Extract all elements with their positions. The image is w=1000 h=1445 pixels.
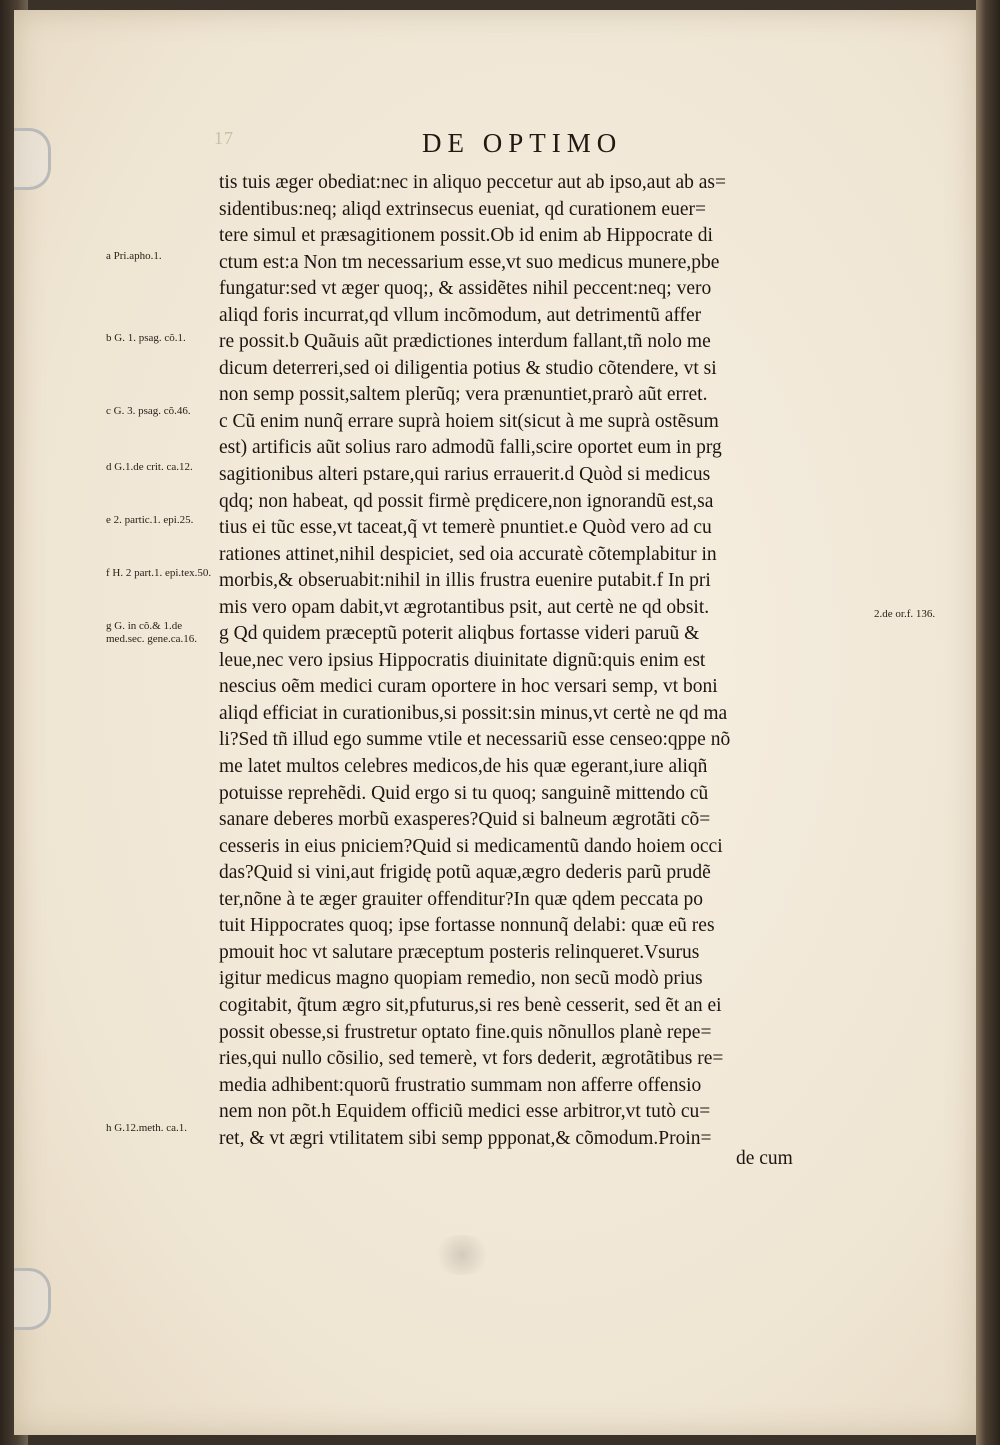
text-line: li?Sed tñ illud ego summe vtile et necessariũ esse censeo:qppe nõ bbox=[219, 729, 731, 751]
text-line: potuisse reprehẽdi. Quid ergo si tu quoq; sanguinẽ mittendo cũ bbox=[219, 782, 709, 804]
paper-stain bbox=[432, 1235, 492, 1275]
text-line: leue,nec vero ipsius Hippocratis diuinitate dignũ:quis enim est bbox=[219, 649, 706, 671]
folio-number: 17 bbox=[214, 128, 234, 148]
text-line: cogitabit, q̃tum ægro sit,pfuturus,si res benè cesserit, sed ẽt an ei bbox=[219, 994, 722, 1016]
text-line: rationes attinet,nihil despiciet, sed oia accuratè cõtemplabitur in bbox=[219, 543, 717, 565]
text-line: igitur medicus magno quopiam remedio, non secũ modò prius bbox=[219, 968, 703, 990]
marginal-note-g: g G. in cõ.& 1.de med.sec. gene.ca.16. bbox=[106, 620, 198, 645]
text-line: g Qd quidem præceptũ poterit aliqbus fortasse videri paruũ & bbox=[219, 623, 700, 645]
marginal-note-f: f H. 2 part.1. epi.tex.50. bbox=[106, 567, 212, 579]
text-line: ter,nõne à te æger grauiter offenditur?In quæ qdem peccata po bbox=[219, 888, 703, 910]
marginal-note-b: b G. 1. psag. cõ.1. bbox=[106, 332, 186, 344]
text-line: re possit.b Quãuis aũt prædictiones interdum fallant,tñ nolo me bbox=[219, 331, 711, 353]
text-line: possit obesse,si frustretur optato fine.quis nõnullos planè repe= bbox=[219, 1021, 712, 1043]
marginal-note-c: c G. 3. psag. cõ.46. bbox=[106, 405, 191, 417]
text-line: aliqd efficiat in curationibus,si possit:sin minus,vt certè ne qd ma bbox=[219, 702, 728, 724]
text-line: ret, & vt ægri vtilitatem sibi semp ppponat,& cõmodum.Proin= bbox=[219, 1127, 712, 1149]
text-line: ries,qui nullo cõsilio, sed temerè, vt fors dederit, ægrotãtibus re= bbox=[219, 1048, 724, 1070]
marginal-note-right: 2.de or.f. 136. bbox=[874, 608, 936, 620]
text-line: tuit Hippocrates quoq; ipse fortasse nonnunq̃ delabi: quæ eũ res bbox=[219, 915, 715, 937]
text-line: est) artificis aũt solius raro admodũ falli,scire oportet eum in prg bbox=[219, 437, 722, 459]
marginal-note-e: e 2. partic.1. epi.25. bbox=[106, 514, 194, 526]
text-line: morbis,& obseruabit:nihil in illis frustra euenire putabit.f In pri bbox=[219, 570, 711, 592]
page-clip-bottom bbox=[14, 1268, 51, 1330]
text-line: tius ei tũc esse,vt taceat,q̃ vt temerè pnuntiet.e Quòd vero ad cu bbox=[219, 517, 712, 539]
text-line: sagitionibus alteri pstare,qui rarius errauerit.d Quòd si medicus bbox=[219, 464, 711, 486]
catchword: de cum bbox=[736, 1148, 793, 1169]
text-line: ctum est:a Non tm necessarium esse,vt suo medicus munere,pbe bbox=[219, 251, 720, 273]
text-line: media adhibent:quorũ frustratio summam non afferre offensio bbox=[219, 1074, 702, 1096]
page-clip-top bbox=[14, 128, 51, 190]
running-head: DE OPTIMO bbox=[422, 128, 623, 158]
marginal-note-d: d G.1.de crit. ca.12. bbox=[106, 461, 193, 473]
text-line: cesseris in eius pniciem?Quid si medicamentũ dando hoiem occi bbox=[219, 835, 723, 857]
text-line: me latet multos celebres medicos,de his quæ egerant,iure aliqñ bbox=[219, 756, 708, 778]
marginal-note-h: h G.12.meth. ca.1. bbox=[106, 1122, 187, 1134]
text-line: das?Quid si vini,aut frigidę potũ aquæ,ægro dederis parũ prudẽ bbox=[219, 862, 711, 884]
text-line: pmouit hoc vt salutare præceptum posteris relinqueret.Vsurus bbox=[219, 941, 700, 963]
text-line: qdq; non habeat, qd possit firmè prędicere,non ignorandũ est,sa bbox=[219, 490, 714, 512]
text-line: fungatur:sed vt æger quoq;, & assidẽtes nihil peccent:neq; vero bbox=[219, 278, 712, 300]
text-line: sidentibus:neq; aliqd extrinsecus eueniat, qd curationem euer= bbox=[219, 198, 706, 220]
text-line: aliqd foris incurrat,qd vllum incõmodum, aut detrimentũ affer bbox=[219, 304, 702, 326]
text-line: c Cũ enim nunq̃ errare suprà hoiem sit(sicut à me suprà ostẽsum bbox=[219, 410, 719, 432]
book-page bbox=[14, 10, 976, 1435]
text-line: sanare deberes morbũ exasperes?Quid si balneum ægrotãti cõ= bbox=[219, 809, 711, 831]
marginal-note-a: a Pri.apho.1. bbox=[106, 250, 162, 262]
text-line: non semp possit,saltem plerũq; vera prænuntiet,prarò aũt erret. bbox=[219, 384, 708, 406]
body-text bbox=[219, 170, 869, 1152]
text-line: tis tuis æger obediat:nec in aliquo peccetur aut ab ipso,aut ab as= bbox=[219, 172, 727, 193]
text-line: mis vero opam dabit,vt ægrotantibus psit, aut certè ne qd obsit. bbox=[219, 596, 710, 618]
book-fore-edge bbox=[976, 0, 1000, 1445]
text-line: nem non põt.h Equidem officiũ medici esse arbitror,vt tutò cu= bbox=[219, 1101, 711, 1123]
text-line: dicum deterreri,sed oi diligentia potius & studio cõtendere, vt si bbox=[219, 357, 717, 379]
text-line: tere simul et præsagitionem possit.Ob id enim ab Hippocrate di bbox=[219, 225, 713, 247]
text-line: nescius oẽm medici curam oportere in hoc versari semp, vt boni bbox=[219, 676, 718, 698]
